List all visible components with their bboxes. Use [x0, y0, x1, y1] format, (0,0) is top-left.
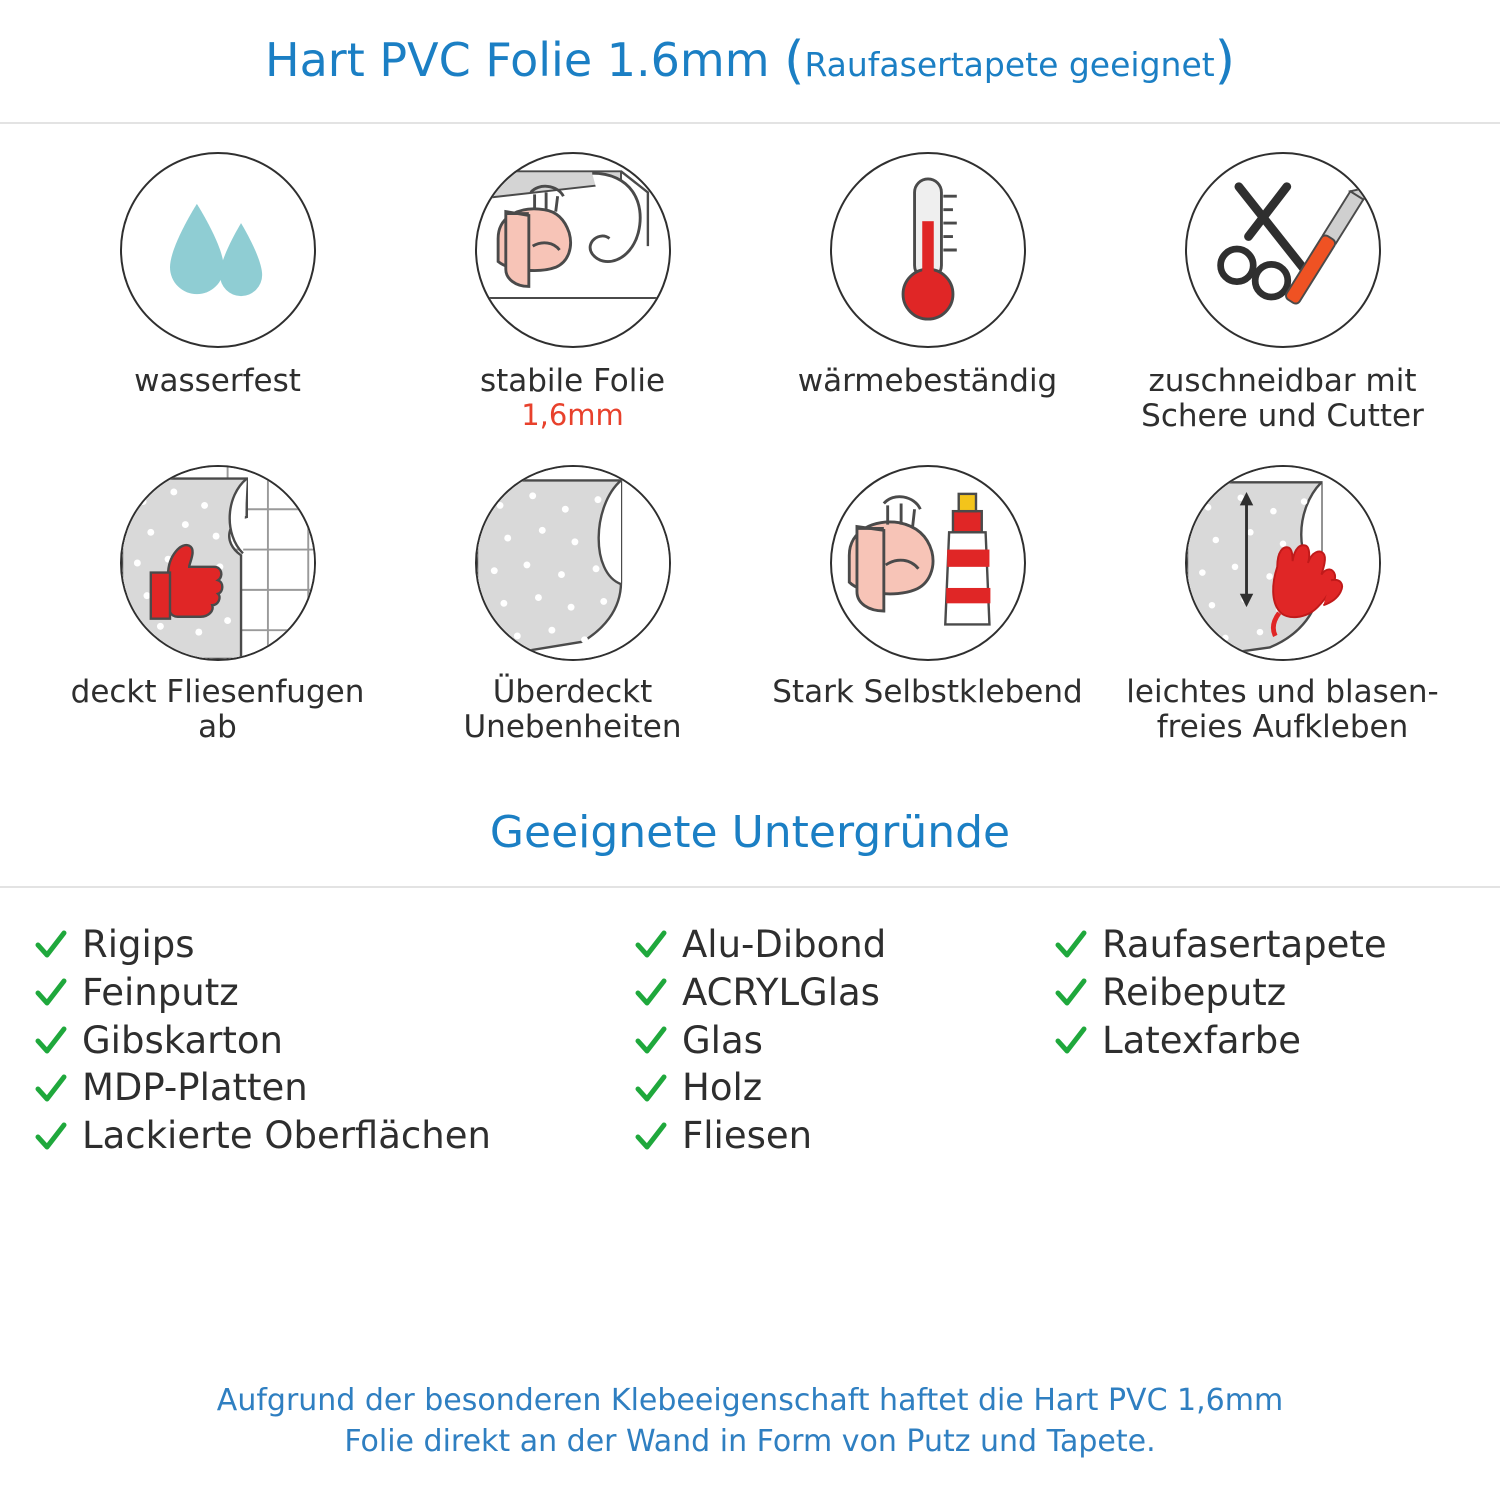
list-item-label: Glas — [682, 1018, 763, 1062]
check-icon — [634, 1120, 668, 1154]
list-item — [634, 1066, 1054, 1110]
list-item-label: Reibeputz — [1102, 970, 1287, 1014]
check-icon — [1054, 928, 1088, 962]
feature-item — [1105, 152, 1460, 433]
list-item — [634, 1114, 1054, 1158]
list-item-label: ACRYLGlas — [682, 970, 880, 1014]
page-title — [265, 31, 1235, 91]
check-icon — [34, 1120, 68, 1154]
check-icon — [1054, 976, 1088, 1010]
water-drops-icon — [120, 152, 316, 348]
page-title-main: Hart PVC Folie 1.6mm — [265, 33, 770, 87]
feature-item — [40, 152, 395, 433]
list-item-label: Raufasertapete — [1102, 922, 1387, 966]
check-icon — [34, 1072, 68, 1106]
check-icon — [1054, 1024, 1088, 1058]
list-item-label: Gibskarton — [82, 1018, 283, 1062]
feature-label: wärmebeständig — [797, 363, 1058, 399]
feature-item — [395, 465, 750, 744]
list-item-label: Alu-Dibond — [682, 922, 887, 966]
list-item-label: Holz — [682, 1066, 763, 1110]
check-icon — [634, 1072, 668, 1106]
substrate-column-1 — [34, 922, 634, 1158]
list-item — [1054, 922, 1466, 966]
feature-item — [40, 465, 395, 744]
thermometer-icon — [830, 152, 1026, 348]
list-item — [34, 1066, 634, 1110]
section-heading: Geeignete Untergründe — [0, 807, 1500, 888]
list-item — [34, 1018, 634, 1062]
footer-note — [0, 1381, 1500, 1462]
list-item-label: Lackierte Oberflächen — [82, 1114, 491, 1158]
feature-item — [395, 152, 750, 433]
covering-unevenness-icon — [475, 465, 671, 661]
list-item — [34, 922, 634, 966]
list-item — [34, 1114, 634, 1158]
substrate-list — [0, 888, 1500, 1156]
footer-note-line1: Aufgrund der besonderen Klebeeigenschaft haftet die Hart PVC 1,6mm — [216, 1383, 1284, 1418]
list-item-label: Rigips — [82, 922, 195, 966]
list-item-label: Fliesen — [682, 1114, 813, 1158]
feature-item — [750, 465, 1105, 744]
paren-open: ( — [784, 31, 805, 91]
feature-grid — [0, 124, 1500, 439]
feature-label: deckt Fliesenfugen ab — [70, 674, 365, 746]
feature-label: wasserfest — [134, 363, 301, 399]
hand-smoothing-icon — [1185, 465, 1381, 661]
feature-label: leichtes und blasen- freies Aufkleben — [1126, 674, 1439, 746]
check-icon — [634, 928, 668, 962]
feature-label: Stark Selbstklebend — [772, 674, 1083, 711]
check-icon — [34, 976, 68, 1010]
paren-close: ) — [1214, 31, 1235, 91]
scissors-cutter-icon — [1185, 152, 1381, 348]
list-item-label: Latexfarbe — [1102, 1018, 1301, 1062]
list-item-label: Feinputz — [82, 970, 239, 1014]
check-icon — [34, 1024, 68, 1058]
footer-note-line2: Folie direkt an der Wand in Form von Putz und Tapete. — [344, 1423, 1156, 1459]
list-item — [34, 970, 634, 1014]
feature-item — [750, 152, 1105, 433]
check-icon — [34, 928, 68, 962]
feature-grid-row2 — [0, 439, 1500, 750]
thumbs-up-tile-joints-icon — [120, 465, 316, 661]
feature-label: Überdeckt Unebenheiten — [463, 674, 682, 746]
feature-item — [1105, 465, 1460, 744]
header — [0, 0, 1500, 124]
list-item — [1054, 970, 1466, 1014]
check-icon — [634, 1024, 668, 1058]
feature-label: zuschneidbar mit Schere und Cutter — [1141, 363, 1424, 434]
list-item — [634, 922, 1054, 966]
feature-label: stabile Folie — [479, 363, 666, 399]
feature-sublabel: 1,6mm — [521, 397, 624, 432]
strong-film-arm-icon — [475, 152, 671, 348]
list-item-label: MDP-Platten — [82, 1066, 308, 1110]
check-icon — [634, 976, 668, 1010]
list-item — [634, 1018, 1054, 1062]
arm-glue-icon — [830, 465, 1026, 661]
list-item — [1054, 1018, 1466, 1062]
substrate-column-3 — [1054, 922, 1466, 1156]
page-title-sub: Raufasertapete geeignet — [804, 45, 1215, 84]
substrate-column-2 — [634, 922, 1054, 1158]
list-item — [634, 970, 1054, 1014]
